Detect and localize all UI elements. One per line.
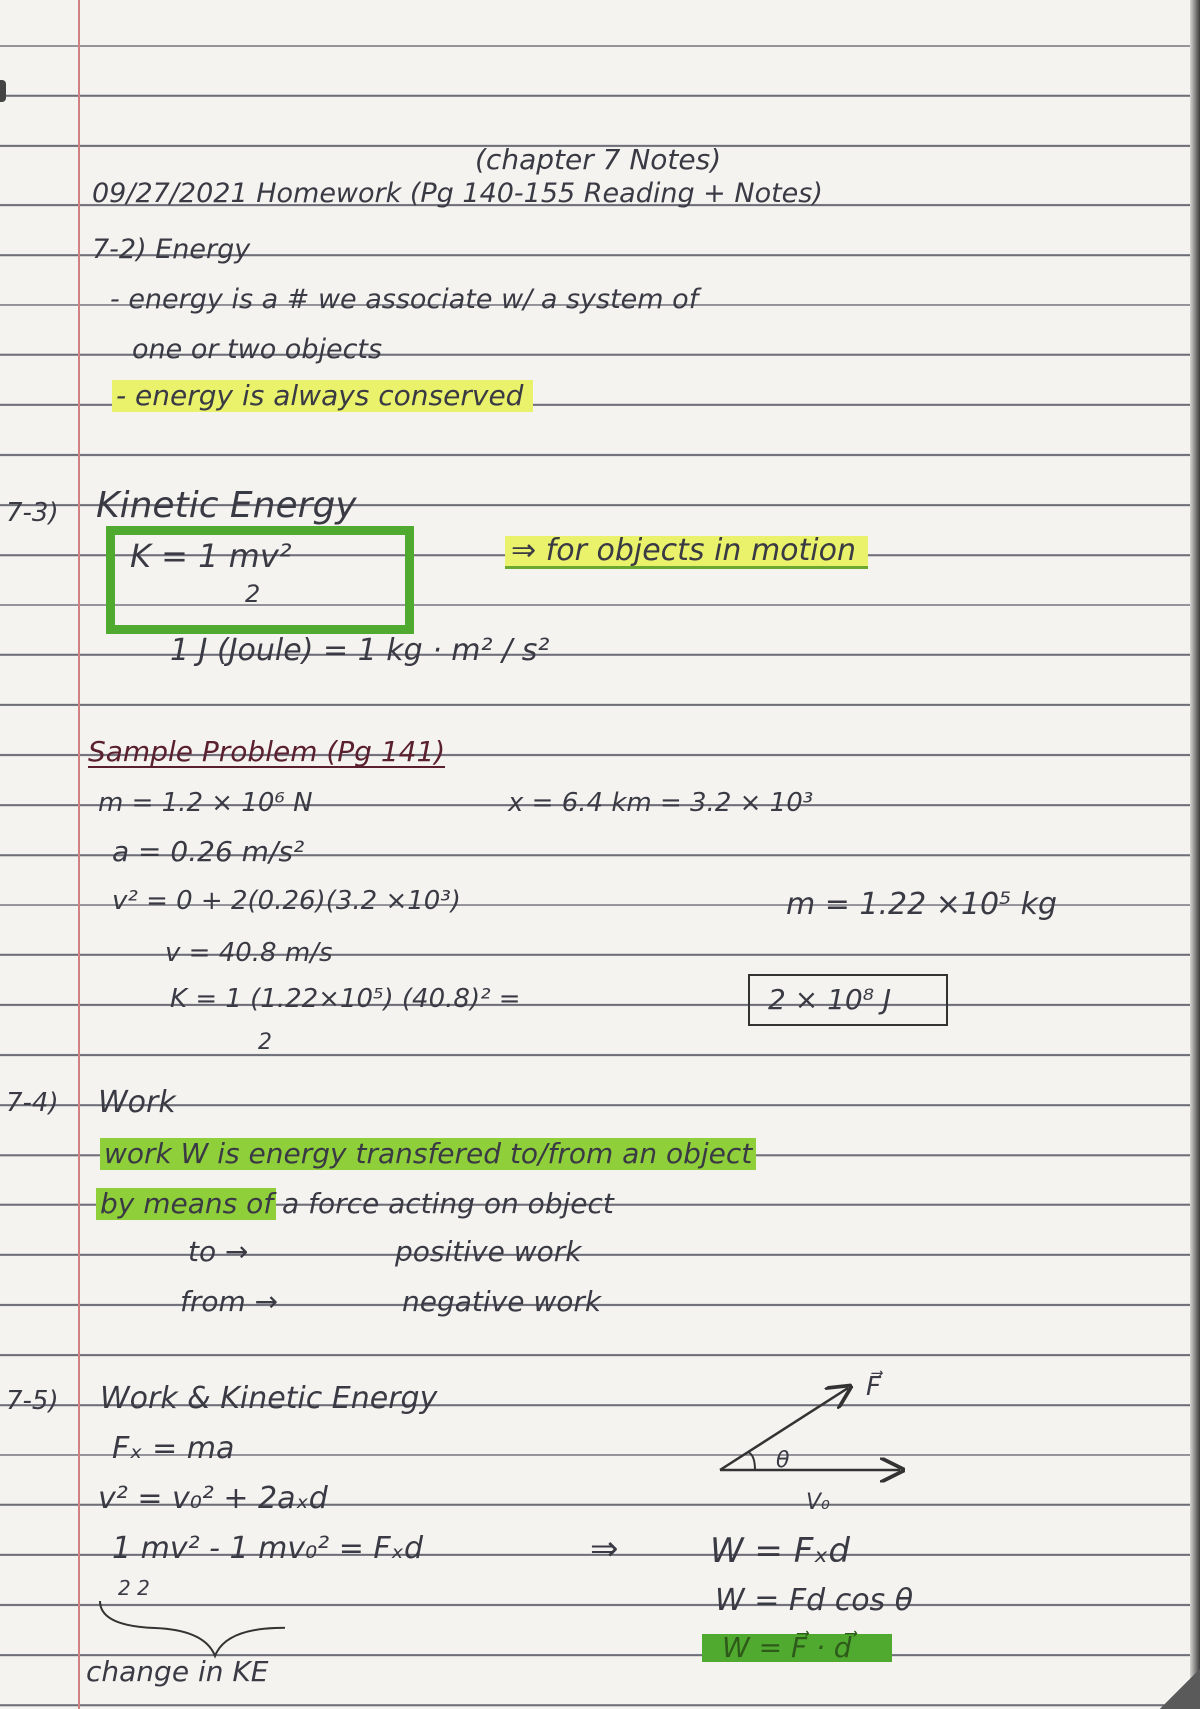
sample-kinetic-denominator: 2 (258, 1030, 272, 1055)
equation-velocity: v² = v₀² + 2aₓd (98, 1481, 328, 1516)
diagram-theta-label: θ (776, 1448, 790, 1473)
section-7-5-heading: Work & Kinetic Energy (100, 1381, 438, 1416)
joule-definition: 1 J (Joule) = 1 kg · m² / s² (170, 633, 550, 668)
diagram-v0-label: V₀ (806, 1490, 830, 1515)
page-edge (1190, 0, 1200, 1709)
sample-mass-line: m = 1.2 × 10⁶ N (98, 788, 313, 818)
section-7-2-line1: - energy is a # we associate w/ a system of (110, 284, 699, 315)
work-angle-diagram (700, 1360, 920, 1500)
sample-v2-line: v² = 0 + 2(0.26)(3.2 ×10³) (112, 886, 461, 916)
margin-line (78, 0, 80, 1709)
binder-hole (0, 80, 6, 102)
brace-label: change in KE (86, 1655, 269, 1688)
section-7-4-label: 7-4) (6, 1088, 59, 1118)
page-corner (1160, 1669, 1200, 1709)
section-7-3-label: 7-3) (6, 498, 59, 528)
work-formula-1: W = Fₓd (710, 1531, 850, 1571)
section-7-2-heading: 7-2) Energy (92, 234, 251, 265)
kinetic-note: ⇒ for objects in motion (505, 536, 868, 569)
sample-problem-heading: Sample Problem (Pg 141) (88, 735, 446, 768)
section-7-4-heading: Work (98, 1085, 176, 1120)
equation-work-energy-denominators: 2 2 (118, 1576, 150, 1600)
equation-work-energy: 1 mv² - 1 mv₀² = Fₓd (112, 1531, 424, 1566)
kinetic-formula-denominator: 2 (245, 580, 261, 608)
work-formula-2: W = Fd cos θ (715, 1583, 914, 1618)
equation-force: Fₓ = ma (112, 1431, 235, 1466)
section-7-2-line3: - energy is always conserved (112, 380, 533, 412)
diagram-force-label: F⃗ (866, 1372, 881, 1402)
sample-distance-line: x = 6.4 km = 3.2 × 10³ (508, 788, 814, 818)
work-definition-line2: by means of a force acting on object (96, 1188, 618, 1220)
sample-kinetic-line: K = 1 (1.22×10⁵) (40.8)² = (170, 984, 521, 1014)
work-to-label: to → (188, 1235, 249, 1268)
sample-accel-line: a = 0.26 m/s² (112, 835, 305, 868)
section-7-2-line2: one or two objects (132, 334, 383, 365)
angle-arc (748, 1452, 755, 1470)
work-definition-line1: work W is energy transfered to/from an object (100, 1138, 756, 1170)
implies-arrow: ⇒ (590, 1529, 619, 1569)
sample-velocity-line: v = 40.8 m/s (165, 938, 333, 968)
kinetic-formula: K = 1 mv² (130, 537, 292, 575)
section-7-5-label: 7-5) (6, 1386, 59, 1416)
page-title: (chapter 7 Notes) (475, 143, 722, 176)
sample-answer: 2 × 10⁸ J (768, 983, 892, 1016)
work-from-label: from → (180, 1285, 279, 1318)
section-7-3-heading: Kinetic Energy (96, 485, 357, 526)
work-formula-3: W = F⃗ · d⃗ (702, 1634, 892, 1662)
work-from-value: negative work (402, 1285, 602, 1318)
work-to-value: positive work (395, 1235, 582, 1268)
sample-mass-result: m = 1.22 ×10⁵ kg (786, 887, 1058, 922)
header-line: 09/27/2021 Homework (Pg 140-155 Reading + Notes) (92, 178, 823, 209)
